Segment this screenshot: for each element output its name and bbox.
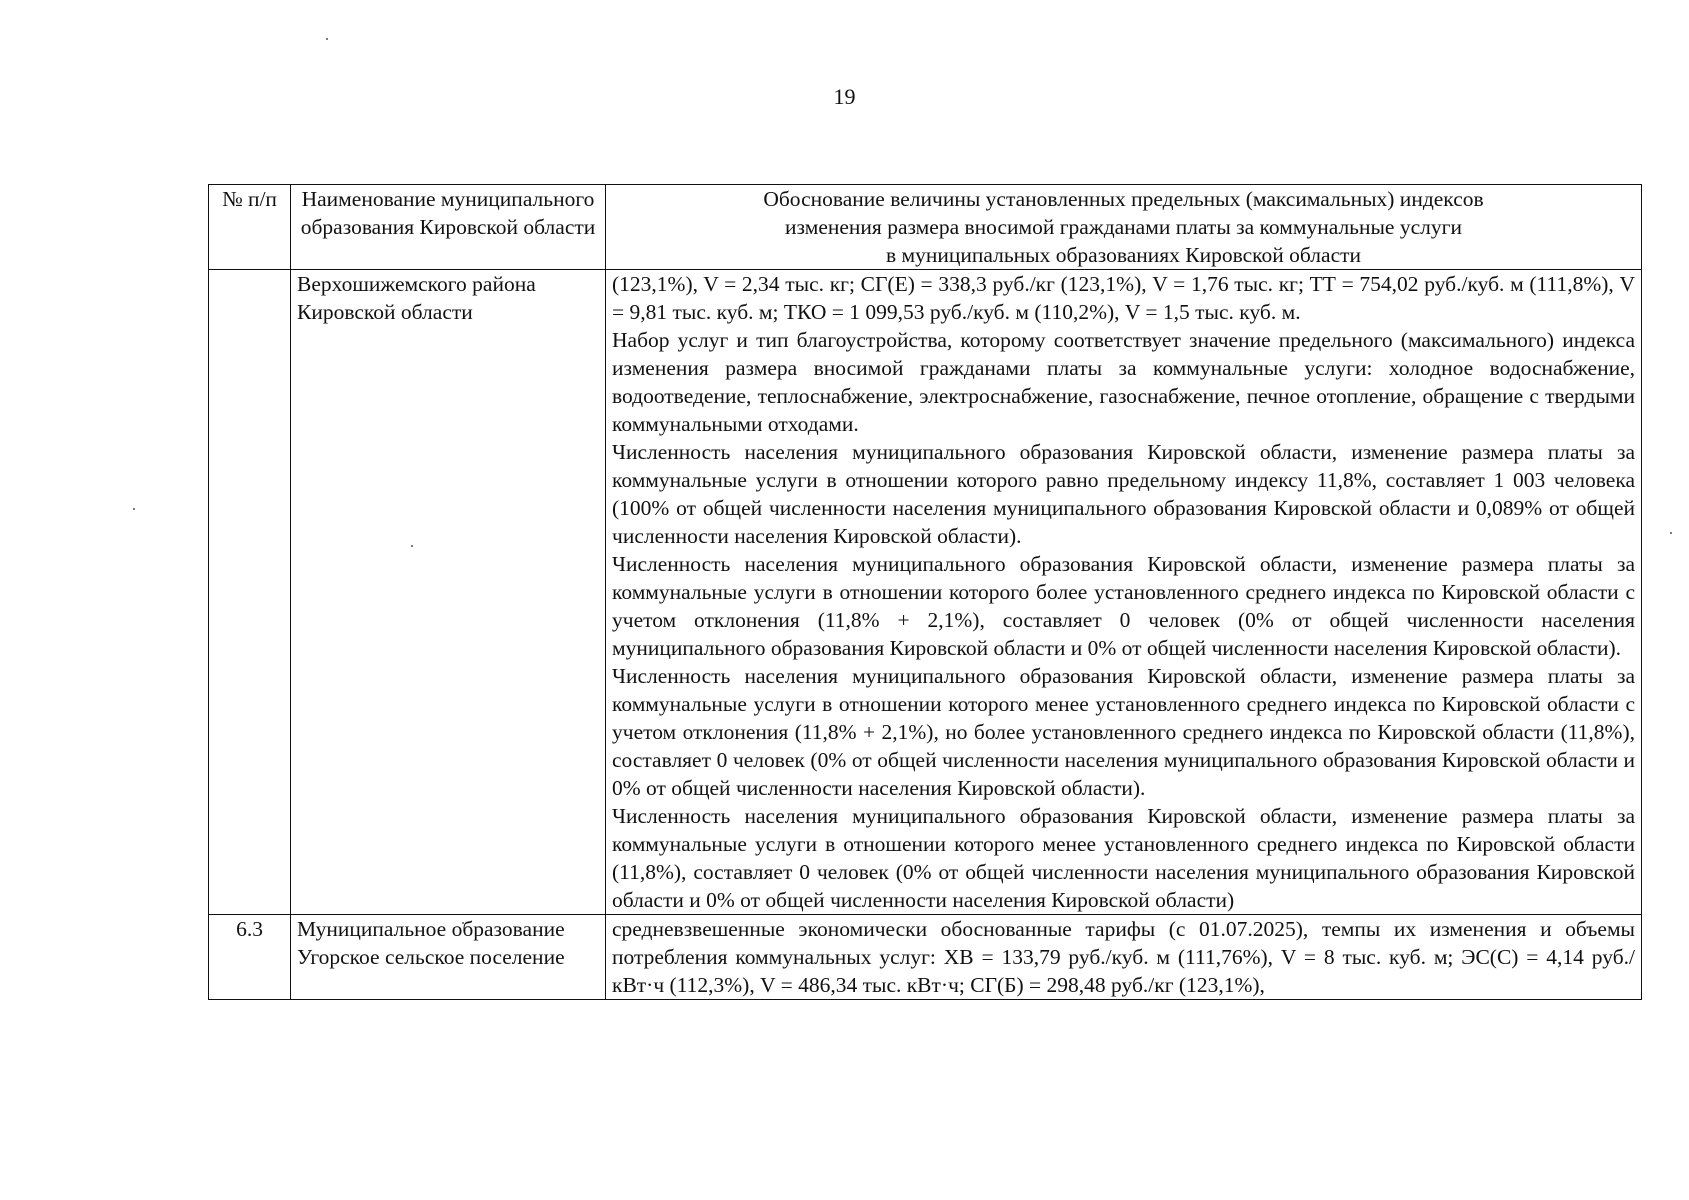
scan-speck bbox=[133, 508, 135, 510]
row-number: 6.3 bbox=[209, 915, 291, 1000]
header-justification-line: в муниципальных образованиях Кировской области bbox=[885, 243, 1362, 267]
justification-paragraph: средневзвешенные экономически обоснованные тарифы (с 01.07.2025), темпы их изменения и объемы потребления коммунальных услуг: ХВ = 133,79 руб./куб. м (111,76%), V = 8 тыс. куб. м; ЭС(С) = 4,14 руб./кВт·ч (112,3%), V = 486,34 тыс. кВт·ч; СГ(Б) = 298,48 руб./кг (123,1%), bbox=[612, 917, 1635, 997]
header-number: № п/п bbox=[209, 185, 291, 270]
justification-paragraph: Набор услуг и тип благоустройства, которому соответствует значение предельного (максимального) индекса изменения размера вносимой гражданами платы за коммунальные услуги: холодное водоснабжение, водоотведение, теплоснабжение, электроснабжение, газоснабжение, печное отопление, обращение с твердыми коммунальными отходами. bbox=[612, 328, 1635, 436]
scan-speck bbox=[326, 38, 328, 40]
header-justification-line: изменения размера вносимой гражданами платы за коммунальные услуги bbox=[785, 215, 1462, 239]
justification-paragraph: Численность населения муниципального образования Кировской области, изменение размера платы за коммунальные услуги в отношении которого менее установленного среднего индекса по Кировской области с учетом отклонения (11,8% + 2,1%), но более установленного среднего индекса по Кировской области (11,8%), составляет 0 человек (0% от общей численности населения муниципального образования Кировской области и 0% от общей численности населения Кировской области). bbox=[612, 664, 1635, 800]
justification-paragraph: Численность населения муниципального образования Кировской области, изменение размера платы за коммунальные услуги в отношении которого равно предельному индексу 11,8%, составляет 1 003 человека (100% от общей численности населения муниципального образования Кировской области и 0,089% от общей численности населения Кировской области). bbox=[612, 440, 1635, 548]
justification-cell bbox=[606, 915, 1642, 1000]
header-justification bbox=[606, 185, 1642, 270]
table-row bbox=[209, 270, 1642, 915]
table-row bbox=[209, 915, 1642, 1000]
municipality-name: Муниципальное образование Угорское сельское поселение bbox=[291, 915, 606, 1000]
header-municipality-name: Наименование муниципального образования Кировской области bbox=[291, 185, 606, 270]
table-header-row bbox=[209, 185, 1642, 270]
municipality-name: Верхошижемского района Кировской области bbox=[291, 270, 606, 915]
scan-speck bbox=[1670, 532, 1672, 534]
row-number bbox=[209, 270, 291, 915]
page-number: 19 bbox=[833, 84, 856, 109]
justification-cell bbox=[606, 270, 1642, 915]
justification-paragraph: Численность населения муниципального образования Кировской области, изменение размера платы за коммунальные услуги в отношении которого более установленного среднего индекса по Кировской области с учетом отклонения (11,8% + 2,1%), составляет 0 человек (0% от общей численности населения муниципального образования Кировской области и 0% от общей численности населения Кировской области). bbox=[612, 552, 1635, 660]
tariff-index-table bbox=[208, 184, 1642, 1000]
justification-paragraph: (123,1%), V = 2,34 тыс. кг; СГ(Е) = 338,3 руб./кг (123,1%), V = 1,76 тыс. кг; ТТ = 754,02 руб./куб. м (111,8%), V = 9,81 тыс. куб. м; ТКО = 1 099,53 руб./куб. м (110,2%), V = 1,5 тыс. куб. м. bbox=[612, 272, 1635, 324]
justification-paragraph: Численность населения муниципального образования Кировской области, изменение размера платы за коммунальные услуги в отношении которого менее установленного среднего индекса по Кировской области (11,8%), составляет 0 человек (0% от общей численности населения муниципального образования Кировской области и 0% от общей численности населения Кировской области) bbox=[612, 804, 1635, 912]
header-justification-line: Обоснование величины установленных предельных (максимальных) индексов bbox=[763, 187, 1484, 211]
